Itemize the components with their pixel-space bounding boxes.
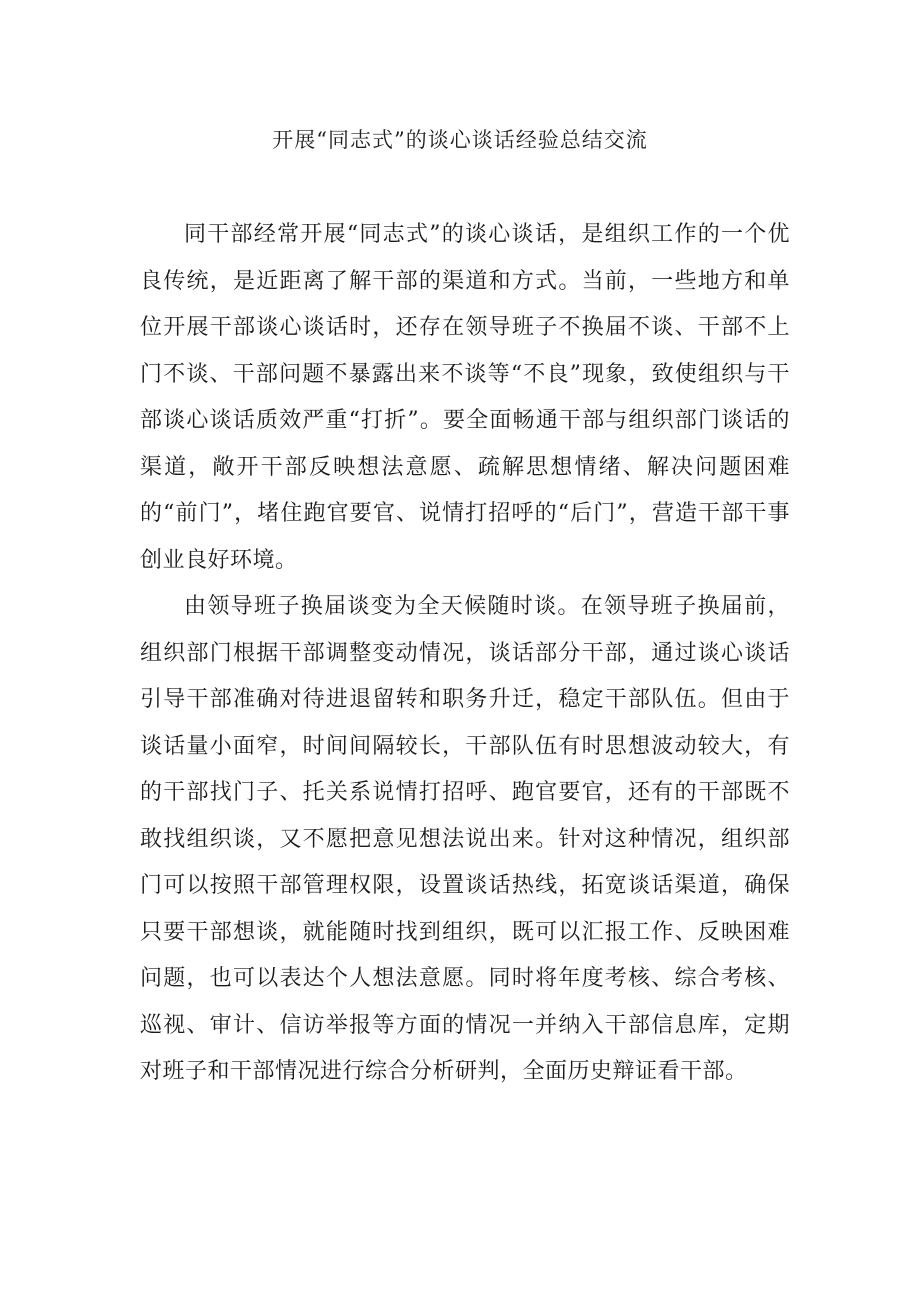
document-title: 开展“同志式”的谈心谈话经验总结交流 [272, 128, 648, 152]
paragraph-leadership-talks: 由领导班子换届谈变为全天候随时谈。在领导班子换届前，组织部门根据干部调整变动情况，谈话部分干部，通过谈心谈话引导干部准确对待进退留转和职务升迁，稳定干部队伍。但由于谈话量小面窄，时间间隔较长，干部队伍有时思想波动较大，有的干部找门子、托关系说情打招呼、跑官要官，还有的干部既不敢找组织谈，又不愿把意见想法说出来。针对这种情况，组织部门可以按照干部管理权限，设置谈话热线，拓宽谈话渠道，确保只要干部想谈，就能随时找到组织，既可以汇报工作、反映困难问题，也可以表达个人想法意愿。同时将年度考核、综合考核、巡视、审计、信访举报等方面的情况一并纳入干部信息库，定期对班子和干部情况进行综合分析研判，全面历史辩证看干部。 [140, 594, 790, 1084]
document-body [140, 212, 790, 1096]
paragraph-intro: 同干部经常开展“同志式”的谈心谈话，是组织工作的一个优良传统，是近距离了解干部的渠道和方式。当前，一些地方和单位开展干部谈心谈话时，还存在领导班子不换届不谈、干部不上门不谈、干部问题不暴露出来不谈等“不良”现象，致使组织与干部谈心谈话质效严重“打折”。要全面畅通干部与组织部门谈话的渠道，敞开干部反映想法意愿、疏解思想情绪、解决问题困难的“前门”，堵住跑官要官、说情打招呼的“后门”，营造干部干事创业良好环境。 [140, 222, 790, 573]
